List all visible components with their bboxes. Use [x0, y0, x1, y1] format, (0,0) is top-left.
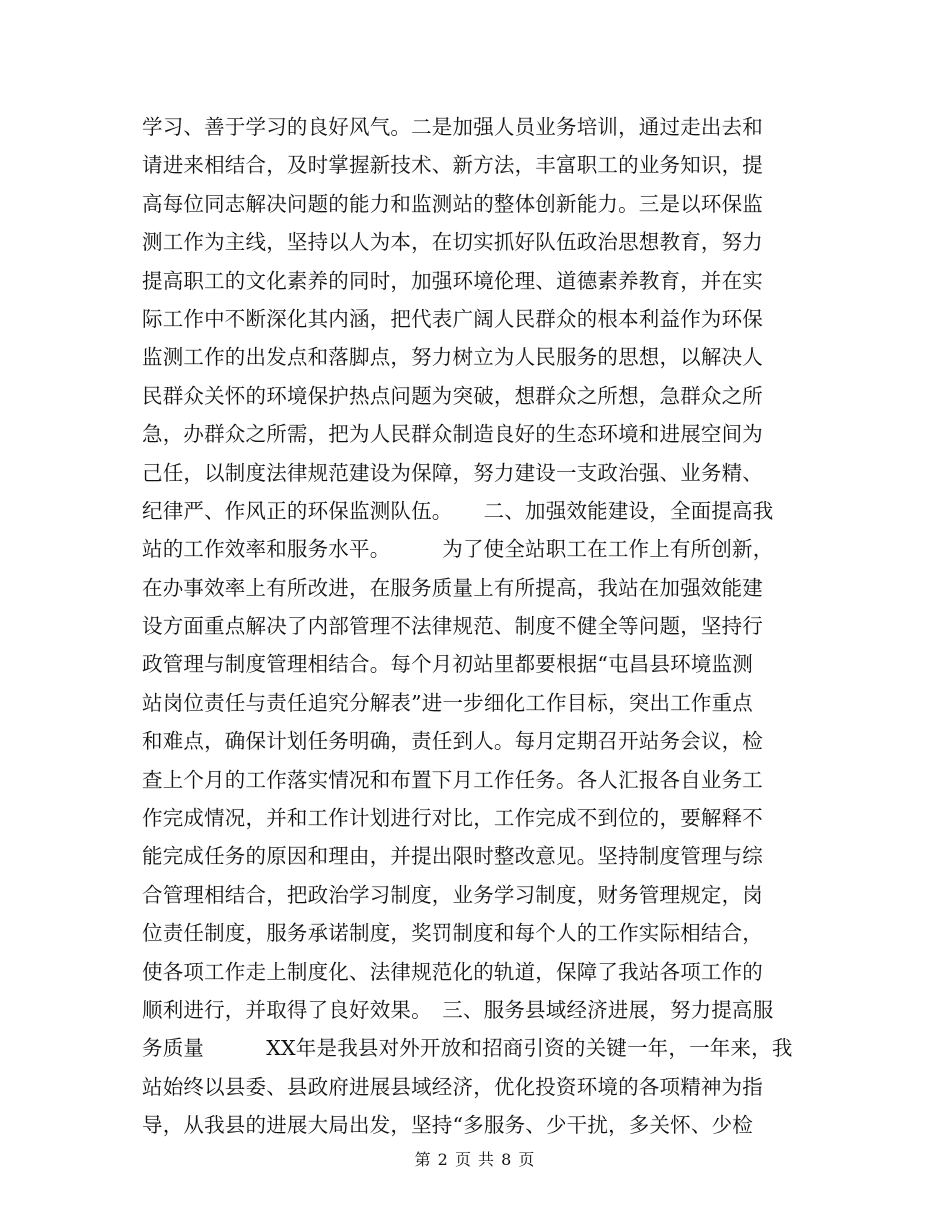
text-line: 导，从我县的进展大局出发，坚持“多服务、少干扰，多关怀、少检: [142, 1113, 753, 1138]
text-line: 纪律严、作风正的环保监测队伍。 二、加强效能建设，全面提高我: [142, 498, 774, 523]
text-line: 务质量 XX年是我县对外开放和招商引资的关键一年，一年来，我: [142, 1036, 793, 1061]
body-text: [142, 108, 812, 1145]
text-line: 提高职工的文化素养的同时，加强环境伦理、道德素养教育，并在实: [142, 268, 763, 293]
text-line: 急，办群众之所需，把为人民群众制造良好的生态环境和进展空间为: [142, 422, 763, 447]
text-line: 位责任制度，服务承诺制度，奖罚制度和每个人的工作实际相结合，: [142, 921, 763, 946]
text-line: 查上个月的工作落实情况和布置下月工作任务。各人汇报各自业务工: [142, 767, 763, 792]
text-line: 站岗位责任与责任追究分解表”进一步细化工作目标，突出工作重点: [142, 690, 753, 715]
text-line: 民群众关怀的环境保护热点问题为突破，想群众之所想，急群众之所: [142, 383, 763, 408]
text-line: 政管理与制度管理相结合。每个月初站里都要根据“屯昌县环境监测: [142, 652, 753, 677]
page-footer: 第 2 页 共 8 页: [414, 1150, 536, 1169]
text-line: 站始终以县委、县政府进展县域经济，优化投资环境的各项精神为指: [142, 1074, 763, 1099]
text-line: 高每位同志解决问题的能力和监测站的整体创新能力。三是以环保监: [142, 191, 763, 216]
text-line: 测工作为主线，坚持以人为本，在切实抓好队伍政治思想教育，努力: [142, 230, 763, 255]
text-line: 使各项工作走上制度化、法律规范化的轨道，保障了我站各项工作的: [142, 959, 763, 984]
text-line: 在办事效率上有所改进，在服务质量上有所提高，我站在加强效能建: [142, 575, 763, 600]
text-line: 请进来相结合，及时掌握新技术、新方法，丰富职工的业务知识，提: [142, 153, 763, 178]
text-line: 顺利进行，并取得了良好效果。 三、服务县域经济进展，努力提高服: [142, 997, 774, 1022]
text-line: 站的工作效率和服务水平。 为了使全站职工在工作上有所创新，: [142, 537, 774, 562]
text-line: 设方面重点解决了内部管理不法律规范、制度不健全等问题，坚持行: [142, 614, 763, 639]
text-line: 作完成情况，并和工作计划进行对比，工作完成不到位的，要解释不: [142, 806, 763, 831]
text-line: 能完成任务的原因和理由，并提出限时整改意见。坚持制度管理与综: [142, 844, 763, 869]
text-line: 际工作中不断深化其内涵，把代表广阔人民群众的根本利益作为环保: [142, 306, 763, 331]
text-line: 合管理相结合，把政治学习制度，业务学习制度，财务管理规定，岗: [142, 882, 763, 907]
text-line: 和难点，确保计划任务明确，责任到人。每月定期召开站务会议，检: [142, 729, 763, 754]
text-line: 己任，以制度法律规范建设为保障，努力建设一支政治强、业务精、: [142, 460, 763, 485]
text-line: 监测工作的出发点和落脚点，努力树立为人民服务的思想，以解决人: [142, 345, 763, 370]
text-line: 学习、善于学习的良好风气。二是加强人员业务培训，通过走出去和: [142, 115, 763, 139]
